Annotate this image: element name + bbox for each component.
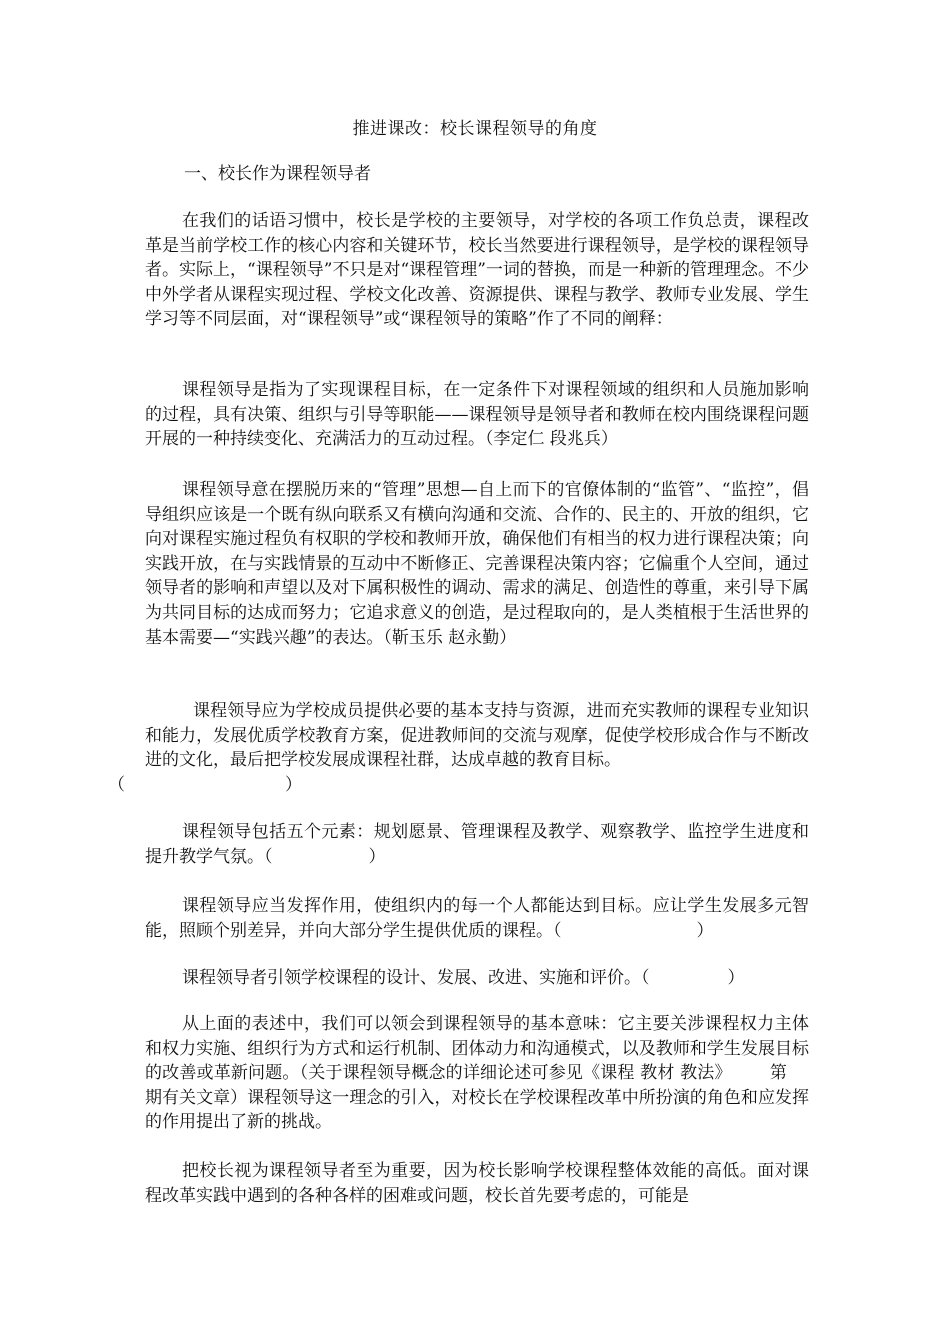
citation-open: （	[553, 920, 562, 941]
paragraph-principal-importance: 把校长视为课程领导者至为重要，因为校长影响学校课程整体效能的高低。面对课程改革实践中遇到的各种各样的困难或问题，校长首先要考虑的，可能是	[145, 1161, 809, 1206]
paragraph-intro: 在我们的话语习惯中，校长是学校的主要领导，对学校的各项工作负总责，课程改革是当前学校工作的核心内容和关键环节，校长当然要进行课程领导，是学校的课程领导者。实际上，“课程领导”不只是对“课程管理”一词的替换，而是一种新的管理理念。不少中外学者从课程实现过程、学校文化改善、资源提供、课程与教学、教师专业发展、学生学习等不同层面，对“课程领导”或“课程领导的策略”作了不同的阐释：	[145, 211, 809, 330]
citation-open: （	[264, 846, 273, 867]
paragraph-summary	[145, 1012, 809, 1135]
paragraph-text-c: 期有关文章）课程领导这一理念的引入，对校长在学校课程改革中所扮演的角色和应发挥的作用提出了新的挑战。	[145, 1087, 809, 1133]
citation-close: ）	[368, 846, 386, 867]
paragraph-text-a: 从上面的表述中，我们可以领会到课程领导的基本意味：它主要关涉课程权力主体和权力实施、组织行为方式和运行机制、团体动力和沟通模式，以及教师和学生发展目标的改善或革新问题。（关于课程领导概念的详细论述可参见《课程 教材 教法》	[145, 1014, 809, 1084]
paragraph-text: 课程领导应当发挥作用，使组织内的每一个人都能达到目标。应让学生发展多元智能，照顾个别差异，并向大部分学生提供优质的课程。	[145, 896, 809, 941]
paragraph-definition-jin-zhao: 课程领导意在摆脱历来的“管理”思想—自上而下的官僚体制的“监管”、“监控”，倡导组织应该是一个既有纵向联系又有横向沟通和交流、合作的、民主的、开放的组织，它向对课程实施过程负有权职的学校和教师开放，确保他们有相当的权力进行课程决策；向实践开放，在与实践情景的互动中不断修正、完善课程决策内容；它偏重个人空间，通过领导者的影响和声望以及对下属积极性的调动、需求的满足、创造性的尊重，来引导下属为共同目标的达成而努力；它追求意义的创造，是过程取向的，是人类植根于生活世界的基本需要—“实践兴趣”的表达。（靳玉乐 赵永勤）	[145, 480, 809, 648]
document-title: 推进课改：校长课程领导的角度	[352, 119, 598, 139]
paragraph-text: 课程领导者引领学校课程的设计、发展、改进、实施和评价。	[182, 968, 641, 988]
citation-open: （	[108, 774, 125, 795]
paragraph-leader-role	[145, 966, 809, 991]
citation-close: ）	[696, 920, 714, 941]
citation-close: ）	[285, 774, 302, 795]
paragraph-text-b: 第	[769, 1063, 788, 1084]
paragraph-definition-li-duan: 课程领导是指为了实现课程目标，在一定条件下对课程领域的组织和人员施加影响的过程，具有决策、组织与引导等职能——课程领导是领导者和教师在校内围绕课程问题开展的一种持续变化、充满活力的互动过程。（李定仁 段兆兵）	[145, 380, 809, 450]
paragraph-goals	[145, 894, 809, 943]
paragraph-five-elements	[145, 820, 809, 869]
paragraph-text: 课程领导应为学校成员提供必要的基本支持与资源，进而充实教师的课程专业知识和能力，发展优质学校教育方案，促进教师间的交流与观摩，促使学校形成合作与不断改进的文化，最后把学校发展成课程社群，达成卓越的教育目标。	[145, 701, 809, 771]
citation-open: （	[641, 968, 650, 988]
citation-close: ）	[727, 968, 745, 988]
paragraph-text: 课程领导包括五个元素：规划愿景、管理课程及教学、观察教学、监控学生进度和提升教学气氛。	[145, 822, 809, 867]
paragraph-definition-support	[108, 699, 809, 797]
section-heading: 一、校长作为课程领导者	[184, 164, 371, 184]
